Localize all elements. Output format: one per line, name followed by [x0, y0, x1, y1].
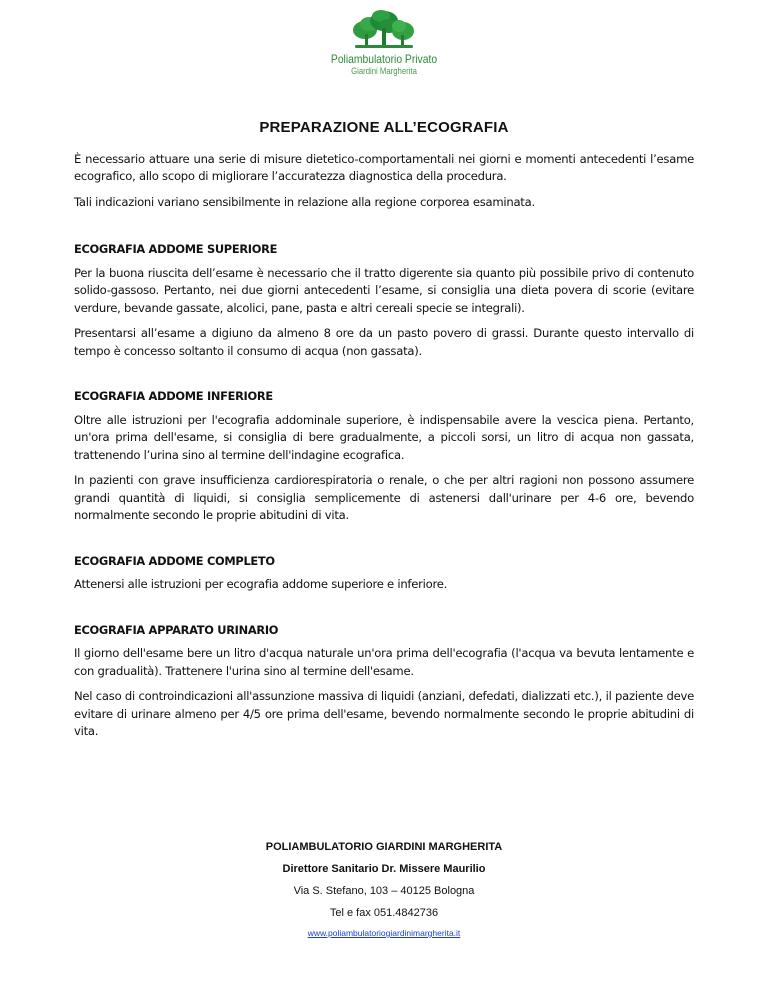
section-paragraph: Per la buona riuscita dell’esame è necessario che il tratto digerente sia quanto più possibile privo di contenuto solido-gassoso. Pertanto, nei due giorni antecedenti l’esame, si consiglia una dieta povera di scorie (evitare verdure, bevande gassate, alcolici, pane, pasta e altri cereali specie se integrali).	[74, 265, 694, 315]
footer-director: Direttore Sanitario Dr. Missere Maurilio	[282, 863, 486, 875]
section-paragraph: Attenersi alle istruzioni per ecografia addome superiore e inferiore.	[74, 577, 448, 591]
footer-org-name: POLIAMBULATORIO GIARDINI MARGHERITA	[265, 841, 503, 853]
intro-paragraph: È necessario attuare una serie di misure dietetico-comportamentali nei giorni e momenti antecedenti l’esame ecografico, allo scopo di migliorare l’accuratezza diagnostica della procedura.	[74, 151, 694, 183]
clinic-logo	[320, 10, 448, 80]
section-heading-addome-completo: ECOGRAFIA ADDOME COMPLETO	[74, 553, 275, 568]
section-paragraph: Il giorno dell'esame bere un litro d'acqua naturale un'ora prima dell'ecografia (l'acqua va bevuta lentamente e con gradualità). Trattenere l'urina sino al termine dell'esame.	[74, 646, 694, 678]
footer	[184, 836, 584, 942]
logo-name: Poliambulatorio Privato	[330, 52, 438, 66]
footer-address: Via S. Stefano, 103 – 40125 Bologna	[293, 885, 475, 897]
footer-website-link[interactable]: www.poliambulatoriogiardinimargherita.it	[307, 928, 461, 938]
trees-logo-icon	[351, 10, 417, 52]
section-paragraph: Oltre alle istruzioni per l'ecografia addominale superiore, è indispensabile avere la vescica piena. Pertanto, un'ora prima dell'esame, si consiglia di bere gradualmente, a piccoli sorsi, un litro di acqua non gassata, trattenendo l’urina sino al termine dell'indagine ecografica.	[74, 412, 694, 462]
section-heading-apparato-urinario: ECOGRAFIA APPARATO URINARIO	[74, 622, 279, 637]
section-heading-addome-inferiore: ECOGRAFIA ADDOME INFERIORE	[74, 389, 273, 403]
section-paragraph: In pazienti con grave insufficienza cardiorespiratoria o renale, o che per altri ragioni non possono assumere grandi quantità di liquidi, si consiglia semplicemente di astenersi dall'urinare per 4-6 ore, bevendo normalmente secondo le proprie abitudini di vita.	[74, 473, 694, 522]
section-paragraph: Nel caso di controindicazioni all'assunzione massiva di liquidi (anziani, defedati, dializzati etc.), il paziente deve evitare di urinare almeno per 4/5 ore prima dell'esame, bevendo normalmente secondo le proprie abitudini di vita.	[74, 689, 694, 738]
page-title: PREPARAZIONE ALL’ECOGRAFIA	[259, 119, 509, 136]
footer-phone: Tel e fax 051.4842736	[329, 907, 439, 919]
document-body	[74, 106, 694, 749]
intro-paragraph: Tali indicazioni variano sensibilmente in relazione alla regione corporea esaminata.	[74, 194, 535, 209]
logo-subtitle: Giardini Margherita	[351, 66, 417, 76]
section-heading-addome-superiore: ECOGRAFIA ADDOME SUPERIORE	[74, 242, 278, 256]
section-paragraph: Presentarsi all’esame a digiuno da almeno 8 ore da un pasto povero di grassi. Durante questo intervallo di tempo è concesso soltanto il consumo di acqua (non gassata).	[74, 326, 694, 358]
